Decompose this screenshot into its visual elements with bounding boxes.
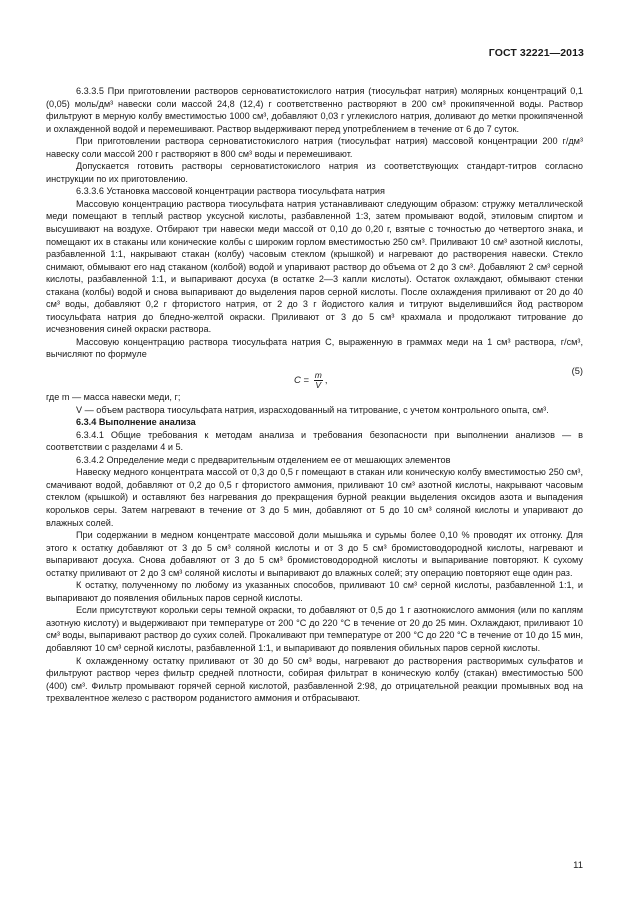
paragraph: 6.3.4.1 Общие требования к методам анализа и требования безопасности при выполнении анализов — в соответствии с разделами 4 и 5. (46, 429, 583, 453)
where-clause: где m — масса навески меди, г; (46, 392, 181, 403)
document-body (46, 85, 583, 705)
paragraph: 6.3.4.2 Определение меди с предварительным отделением ее от мешающих элементов (76, 454, 451, 465)
formula-numerator: m (314, 370, 322, 381)
formula-number: (5) (571, 366, 583, 377)
page-number: 11 (573, 860, 583, 871)
paragraph: Массовую концентрацию раствора тиосульфата натрия C, выраженную в граммах меди на 1 см³ раствора, г/см³, вычисляют по формуле (46, 336, 583, 360)
paragraph: При содержании в медном концентрате массовой доли мышьяка и сурьмы более 0,10 % проводят их отгонку. Для этого к остатку добавляют от 3 до 5 см³ соляной кислоты и от 3 до 5 см³ бромистоводородной кислоты, нагревают и выпаривают досуха. Снова добавляют от 3 до 5 см³ бромистоводородной кислоты и выпаривание повторяют. К сухому остатку приливают от 2 до 3 см³ соляной кислоты и выпаривают до влажных солей; эту операцию повторяют еще один раз. (46, 530, 583, 578)
where-clause: V — объем раствора тиосульфата натрия, израсходованный на титрование, с учетом контрольного опыта, см³. (76, 404, 549, 415)
formula-equals: = (303, 375, 310, 387)
paragraph: 6.3.3.6 Установка массовой концентрации раствора тиосульфата натрия (76, 186, 385, 197)
paragraph: К охлажденному остатку приливают от 30 до 50 см³ воды, нагревают до растворения растворимых сульфатов и фильтруют раствор через фильтр средней плотности, собирая фильтрат в коническую колбу (стакан) вместимостью 500 (400) см³. Фильтр промывают горячей серной кислотой, разбавленной 2:98, до отрицательной реакции промывных вод на трехвалентное железо с раствором роданистого аммония и отбрасывают. (46, 655, 583, 704)
paragraph: К остатку, полученному по любому из указанных способов, приливают 10 см³ серной кислоты, разбавленной 1:1, и выпаривают до появления обильных паров серной кислоты. (46, 580, 583, 603)
formula (294, 371, 327, 390)
formula-fraction (314, 371, 323, 390)
paragraph: Если присутствуют корольки серы темной окраски, то добавляют от 0,5 до 1 г азотнокислого аммония (или по каплям азотную кислоту) и выдерживают при температуре от 200 °С до 220 °С в течение от 20 до 25 мин. Охлаждают, приливают 10 см³ воды, выпаривают раствор до сухих солей. Прокаливают при температуре от 200 °С до 220 °С в течение от 10 до 15 мин, добавляют 10 см³ серной кислоты, разбавленной 1:1, и выпаривают до появления обильных паров серной кислоты. (46, 605, 583, 653)
formula-tail: , (324, 375, 328, 387)
paragraph: Навеску медного концентрата массой от 0,3 до 0,5 г помещают в стакан или коническую колбу вместимостью 250 см³, смачивают водой, добавляют от 0,2 до 0,5 г фтористого аммония, приливают 10 см³ азотной кислоты, накрывают часовым стеклом (крышкой) и оставляют без нагревания до прекращения бурной реакции выделения оксидов азота и выпадения корольков серы. Затем нагревают в течение от 3 до 5 мин, добавляют от 5 до 10 см³ соляной кислоты и упаривают до влажных солей. (46, 467, 583, 528)
paragraph: Массовую концентрацию раствора тиосульфата натрия устанавливают следующим образом: стружку металлической меди помещают в теплый раствор уксусной кислоты, разбавленной 1:3, затем промывают водой, этиловым спиртом и высушивают на воздухе. Отбирают три навески меди массой от 0,10 до 0,20 г, взятые с точностью до четвертого знака, и помещают их в стаканы или конические колбы с широким горлом вместимостью 250 см³. Приливают 10 см³ азотной кислоты, разбавленной 1:1, накрывают стакан (колбу) часовым стеклом (крышкой) и нагревают до растворения навески. Стекло снимают, обмывают его над стаканом (колбой) водой и упаривают раствор до объема от 2 до 3 см³. Добавляют 2 см³ серной кислоты, разбавленной 1:1, и выпаривают досуха (в остатке 2—3 капли кислоты). Остаток охлаждают, обмывают стенки стакана (колбы) водой и снова выпаривают до выделения паров серной кислоты. После охлаждения приливают от 20 до 40 см³ воды, добавляют 0,2 г фтористого натрия, от 2 до 3 г йодистого калия и титруют выделившийся йод раствором тиосульфата натрия до бледно-желтой окраски. Приливают от 3 до 5 см³ крахмала и продолжают титрование до исчезновения синей окраски раствора. (46, 198, 583, 335)
standard-designation: ГОСТ 32221—2013 (488, 47, 584, 59)
paragraph: При приготовлении раствора серноватистокислого натрия (тиосульфат натрия) массовой концентрации 200 г/дм³ навеску соли массой 200 г растворяют в 800 см³ воды и перемешивают. (46, 136, 583, 159)
formula-denominator: V (315, 380, 322, 391)
paragraph: 6.3.3.5 При приготовлении растворов серноватистокислого натрия (тиосульфат натрия) молярных концентраций 0,1 (0,05) моль/дм³ навески соли массой 24,8 (12,4) г соответственно растворяют в 200 см³ прокипяченной воды. Раствор фильтруют в мерную колбу вместимостью 1000 см³, добавляют 0,03 г углекислого натрия, доливают до метки прокипяченной и охлажденной водой и перемешивают. Раствор выдерживают перед употреблением в течение от 6 до 7 суток. (46, 86, 583, 134)
formula-lhs: C (294, 375, 301, 387)
section-heading: 6.3.4 Выполнение анализа (76, 417, 196, 428)
paragraph: Допускается готовить растворы серноватистокислого натрия из соответствующих стандарт-титров согласно инструкции по их приготовлению. (46, 161, 583, 184)
formula-block (46, 363, 583, 390)
